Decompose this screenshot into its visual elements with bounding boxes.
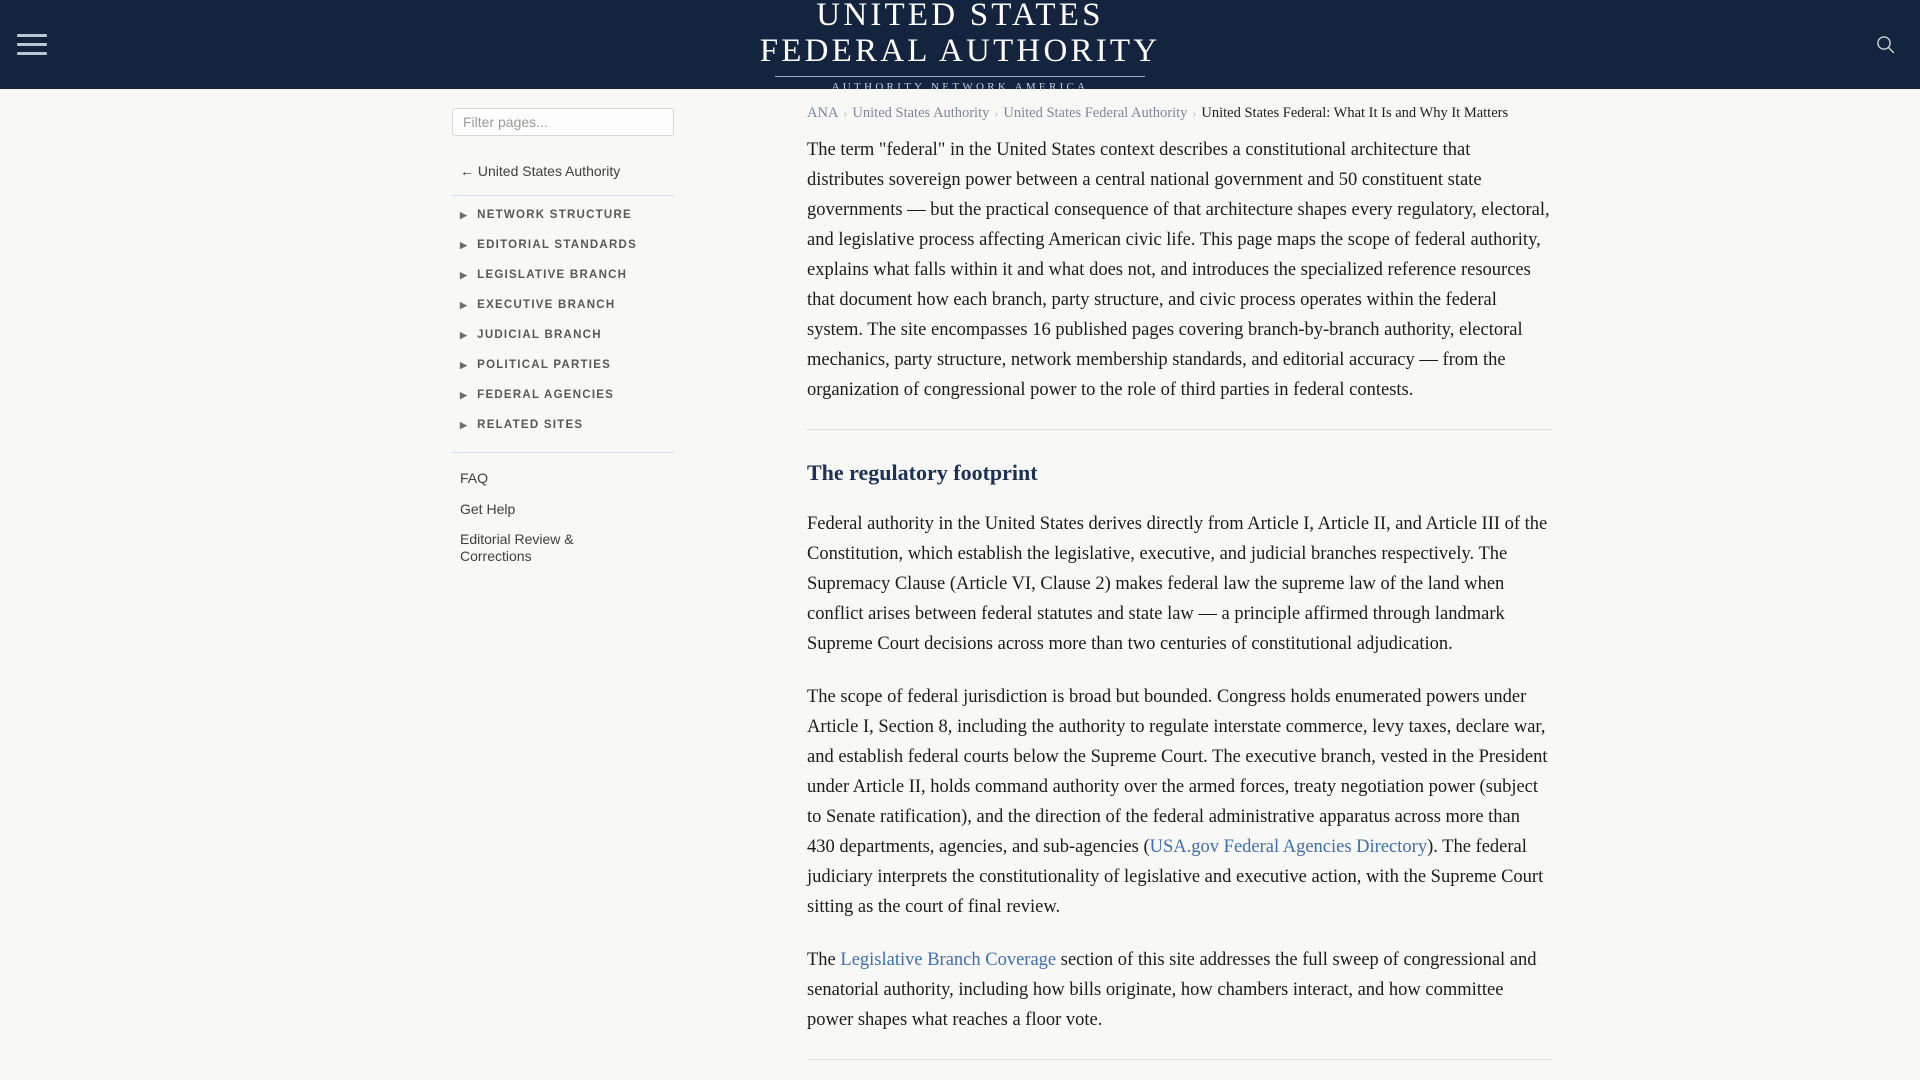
- page-body: [0, 89, 1920, 1080]
- link-usa-gov-federal-agencies-directory[interactable]: USA.gov Federal Agencies Directory: [1149, 836, 1428, 857]
- sidebar-footer-links: [452, 463, 674, 571]
- chevron-right-icon: ▶: [460, 419, 469, 430]
- sidebar-section-label: LEGISLATIVE BRANCH: [477, 269, 628, 281]
- chevron-right-icon: ▶: [460, 209, 469, 220]
- breadcrumb-separator: ›: [1192, 106, 1197, 120]
- sidebar-section-label: FEDERAL AGENCIES: [477, 389, 615, 401]
- hamburger-menu-icon[interactable]: [17, 30, 51, 60]
- sidebar-section-label: EDITORIAL STANDARDS: [477, 239, 638, 251]
- site-title-line-2: FEDERAL AUTHORITY: [759, 33, 1161, 69]
- paragraph-legislative-coverage: [807, 946, 1552, 1036]
- sidebar-navigation: [452, 89, 674, 571]
- paragraph-text-before-link: The: [807, 949, 841, 970]
- sidebar-section-network-structure[interactable]: [452, 200, 674, 230]
- intro-paragraph: The term "federal" in the United States context describes a constitutional architecture that distributes sovereign power between a central national government and 50 constituent state governments — but the practical consequence of that architecture shapes every regulatory, electoral, and legislative process affecting American civic life. This page maps the scope of federal authority, explains what falls within it and what does not, and introduces the specialized reference resources that document how each branch, party structure, and civic process operates within the federal system. The site encompasses 16 published pages covering branch-by-branch authority, electoral mechanics, party structure, network membership standards, and editorial accuracy — from the organization of congressional power to the role of third parties in federal contests.: [807, 140, 1550, 400]
- sidebar-link-faq[interactable]: FAQ: [460, 470, 489, 486]
- paragraph-text-after-link: section of this site addresses the full sweep of congressional and senatorial authority, including how bills originate, how chambers interact, and how committee power shapes what reaches a floor vote.: [807, 949, 1537, 1030]
- chevron-right-icon: ▶: [460, 329, 469, 340]
- breadcrumb-item-united-states-federal-authority[interactable]: United States Federal Authority: [1003, 105, 1188, 121]
- site-tagline: AUTHORITY NETWORK AMERICA: [831, 80, 1089, 89]
- sidebar-divider-bottom: [452, 452, 674, 453]
- breadcrumb-separator: ›: [843, 106, 848, 120]
- sidebar-section-label: POLITICAL PARTIES: [477, 359, 612, 371]
- breadcrumb: [807, 105, 1552, 122]
- breadcrumb-item-ana[interactable]: ANA: [807, 105, 839, 121]
- sidebar-link-editorial-review[interactable]: Editorial Review & Corrections: [460, 531, 574, 564]
- sidebar-section-related-sites[interactable]: [452, 410, 674, 440]
- sidebar-section-federal-agencies[interactable]: [452, 380, 674, 410]
- sidebar-section-legislative-branch[interactable]: [452, 260, 674, 290]
- content-divider: [807, 429, 1552, 430]
- paragraph-text-after-link: ). The federal judiciary interprets the constitutionality of legislative and executive action, with the Supreme Court sitting as the court of final review.: [807, 836, 1544, 917]
- filter-pages-input[interactable]: [452, 108, 674, 136]
- sidebar-section-political-parties[interactable]: [452, 350, 674, 380]
- hamburger-bar: [17, 43, 47, 46]
- paragraph-constitutional-basis: Federal authority in the United States derives directly from Article I, Article II, and Article III of the Constitution, which establish the legislative, executive, and judicial branches respectively. The Supremacy Clause (Article VI, Clause 2) makes federal law the supreme law of the land when conflict arises between federal statutes and state law — a principle affirmed through landmark Supreme Court decisions across more than two centuries of constitutional adjudication.: [807, 514, 1548, 654]
- breadcrumb-item-united-states-authority[interactable]: United States Authority: [852, 105, 990, 121]
- content-divider-bottom: [807, 1059, 1552, 1060]
- chevron-right-icon: ▶: [460, 389, 469, 400]
- site-title-line-1: UNITED STATES: [816, 0, 1104, 34]
- main-content: [807, 89, 1552, 1080]
- sidebar-divider-top: [452, 195, 674, 196]
- sidebar-back-link[interactable]: ← United States Authority: [460, 163, 621, 179]
- chevron-right-icon: ▶: [460, 359, 469, 370]
- chevron-right-icon: ▶: [460, 269, 469, 280]
- sidebar-section-executive-branch[interactable]: [452, 290, 674, 320]
- paragraph-federal-jurisdiction: [807, 683, 1552, 923]
- chevron-right-icon: ▶: [460, 239, 469, 250]
- section-heading-regulatory-footprint: The regulatory footprint: [807, 459, 1038, 485]
- search-icon[interactable]: [1868, 28, 1902, 62]
- sidebar-section-judicial-branch[interactable]: [452, 320, 674, 350]
- sidebar-section-editorial-standards[interactable]: [452, 230, 674, 260]
- sidebar-section-label: JUDICIAL BRANCH: [477, 329, 602, 341]
- link-legislative-branch-coverage[interactable]: Legislative Branch Coverage: [840, 949, 1057, 970]
- sidebar-section-label: EXECUTIVE BRANCH: [477, 299, 616, 311]
- site-masthead: [0, 0, 1920, 89]
- paragraph-text-before-link: The scope of federal jurisdiction is broad but bounded. Congress holds enumerated powers under Article I, Section 8, including the authority to regulate interstate commerce, levy taxes, declare war, and establish federal courts below the Supreme Court. The executive branch, vested in the President under Article II, holds command authority over the armed forces, treaty negotiation power (subject to Senate ratification), and the direction of the federal administrative apparatus across more than 430 departments, agencies, and sub-agencies (: [807, 686, 1548, 857]
- brand-divider: [775, 76, 1145, 77]
- hamburger-bar: [17, 34, 47, 37]
- site-brand: [760, 0, 1161, 89]
- sidebar-link-get-help[interactable]: Get Help: [460, 500, 516, 517]
- breadcrumb-separator: ›: [994, 106, 999, 120]
- sidebar-section-label: NETWORK STRUCTURE: [477, 209, 632, 221]
- hamburger-bar: [17, 52, 47, 55]
- chevron-right-icon: ▶: [460, 299, 469, 310]
- breadcrumb-item-current: United States Federal: What It Is and Why It Matters: [1201, 105, 1509, 121]
- sidebar-section-label: RELATED SITES: [477, 419, 584, 431]
